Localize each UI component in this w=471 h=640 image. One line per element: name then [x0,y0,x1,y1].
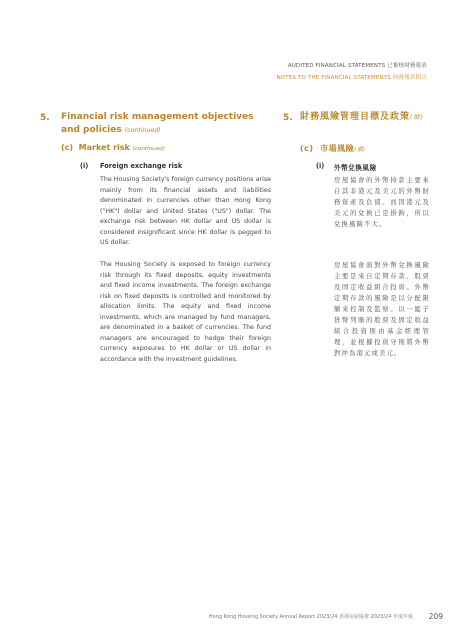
running-header-line2: NOTES TO THE FINANCIAL STATEMENTS 財務報表附註 [276,75,427,81]
section-number-zh: 5. [283,113,293,123]
section-number-en: 5. [40,113,50,123]
subsection-continued-zh: (續) [354,147,366,153]
paragraph-en-1: The Housing Society's foreign currency positions arise mainly from its financial assets and liabilities denominated in currencies other than Hong Kong ("HK") dollar and United States ("US") dollar. The exchange risk between HK dollar and US dollar is considered insignificant since HK dollar is pegged to US dollar. [100,176,271,246]
item-title-en: Foreign exchange risk [100,162,183,170]
section-title-zh [300,111,430,124]
paragraph-en-2: The Housing Society is exposed to foreign currency risk through its fixed deposits, equity investments and fixed income investments. The foreign exchange risk on fixed deposits is controlled and monitored by allocation limits. The equity and fixed income investments, which are managed by fund managers, are denominated in a basket of currencies. The fund managers are encouraged to hedge their foreign currency exposures to HK dollar or US dollar in accordance with the investment guidelines. [100,261,271,363]
item-title-zh: 外幣兌換風險 [334,164,377,172]
footer-report-title: Hong Kong Housing Society Annual Report 2023/24 香港房屋協會 2023/24 年度年報 [208,614,413,620]
section-title-en-text: Financial risk management objectives and policies [61,112,254,135]
paragraph-zh-1: 房屋協會的外幣持倉主要來自其非港元及美元的外幣財務資產及負債。而因港元及美元的兌換已是掛鉤，所以兌換風險不大。 [334,177,430,228]
page-number: 209 [428,612,443,621]
section-continued-zh: (續) [410,114,425,121]
running-header-line1: AUDITED FINANCIAL STATEMENTS 已審核財務報表 [287,63,427,69]
section-title-zh-text: 財務風險管理目標及政策 [300,112,411,122]
subsection-continued-en: (continued) [132,146,165,152]
paragraph-zh-2: 房屋協會面對外幣兌換風險主要是來自定期存款、股票及固定收益組合投資。外幣定期存款的風險是以分配限額來控制及監察。以一籃子貨幣列賬的股票及固定收益組合投資則由基金經理管理，並根據投資守則將外幣對沖為港元或美元。 [334,262,430,357]
subsection-letter-en: (c) [61,143,74,152]
subsection-title-en: Market risk [78,143,130,152]
item-number-en: (i) [80,162,89,170]
section-title-en [61,111,261,137]
subsection-title-zh: 市場風險 [320,144,355,153]
item-number-zh: (i) [316,162,325,170]
section-continued-en: (continued) [124,127,161,134]
subsection-letter-zh: (c) [300,144,314,153]
subsection-heading-en [61,143,165,152]
subsection-heading-zh [300,143,366,154]
